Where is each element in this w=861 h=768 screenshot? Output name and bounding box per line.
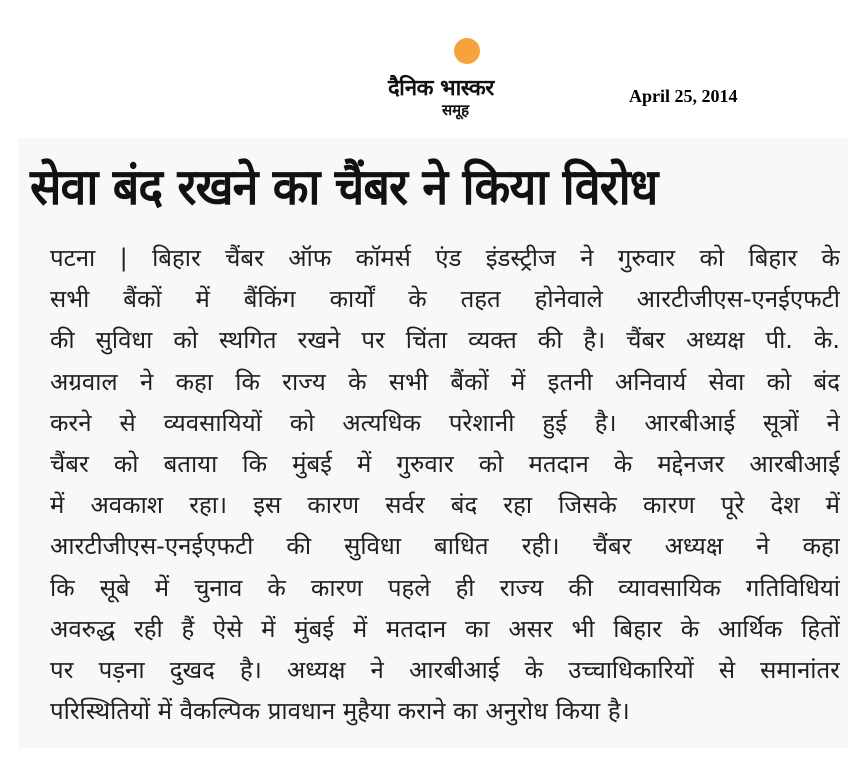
publication-date: April 25, 2014 xyxy=(629,86,738,106)
article-body xyxy=(50,238,840,732)
newspaper-group-label: समूह xyxy=(442,101,470,119)
article-line: चैंबर को बताया कि मुंबई में गुरुवार को मतदान के मद्देनजर आरबीआई xyxy=(50,449,840,478)
article-headline: सेवा बंद रखने का चैंबर ने किया विरोध xyxy=(30,158,658,216)
article-line: की सुविधा को स्थगित रखने पर चिंता व्यक्त की है। चैंबर अध्यक्ष पी. के. xyxy=(50,326,840,355)
article-line: परिस्थितियों में वैकल्पिक प्रावधान मुहैया कराने का अनुरोध किया है। xyxy=(50,697,630,726)
article-line: करने से व्यवसायियों को अत्यधिक परेशानी हुई है। आरबीआई सूत्रों ने xyxy=(50,408,840,437)
article-line: पर पड़ना दुखद है। अध्यक्ष ने आरबीआई के उच्चाधिकारियों से समानांतर xyxy=(50,655,840,684)
article-line: सभी बैंकों में बैंकिंग कार्यों के तहत होनेवाले आरटीजीएस-एनईएफटी xyxy=(50,285,840,314)
article-line: अवरुद्ध रही हैं ऐसे में मुंबई में मतदान का असर भी बिहार के आर्थिक हितों xyxy=(50,614,840,643)
newspaper-name: दैनिक भास्कर xyxy=(388,76,494,101)
article-line: आरटीजीएस-एनईएफटी की सुविधा बाधित रही। चैंबर अध्यक्ष ने कहा xyxy=(50,532,840,561)
article-line: अग्रवाल ने कहा कि राज्य के सभी बैंकों में इतनी अनिवार्य सेवा को बंद xyxy=(50,367,840,396)
article-line: कि सूबे में चुनाव के कारण पहले ही राज्य की व्यावसायिक गतिविधियां xyxy=(50,573,840,602)
article-line: पटना | बिहार चैंबर ऑफ कॉमर्स एंड इंडस्ट्रीज ने गुरुवार को बिहार के xyxy=(50,244,840,272)
article-line: में अवकाश रहा। इस कारण सर्वर बंद रहा जिसके कारण पूरे देश में xyxy=(50,491,840,520)
sun-logo-icon xyxy=(454,38,480,64)
newspaper-masthead xyxy=(388,38,558,128)
